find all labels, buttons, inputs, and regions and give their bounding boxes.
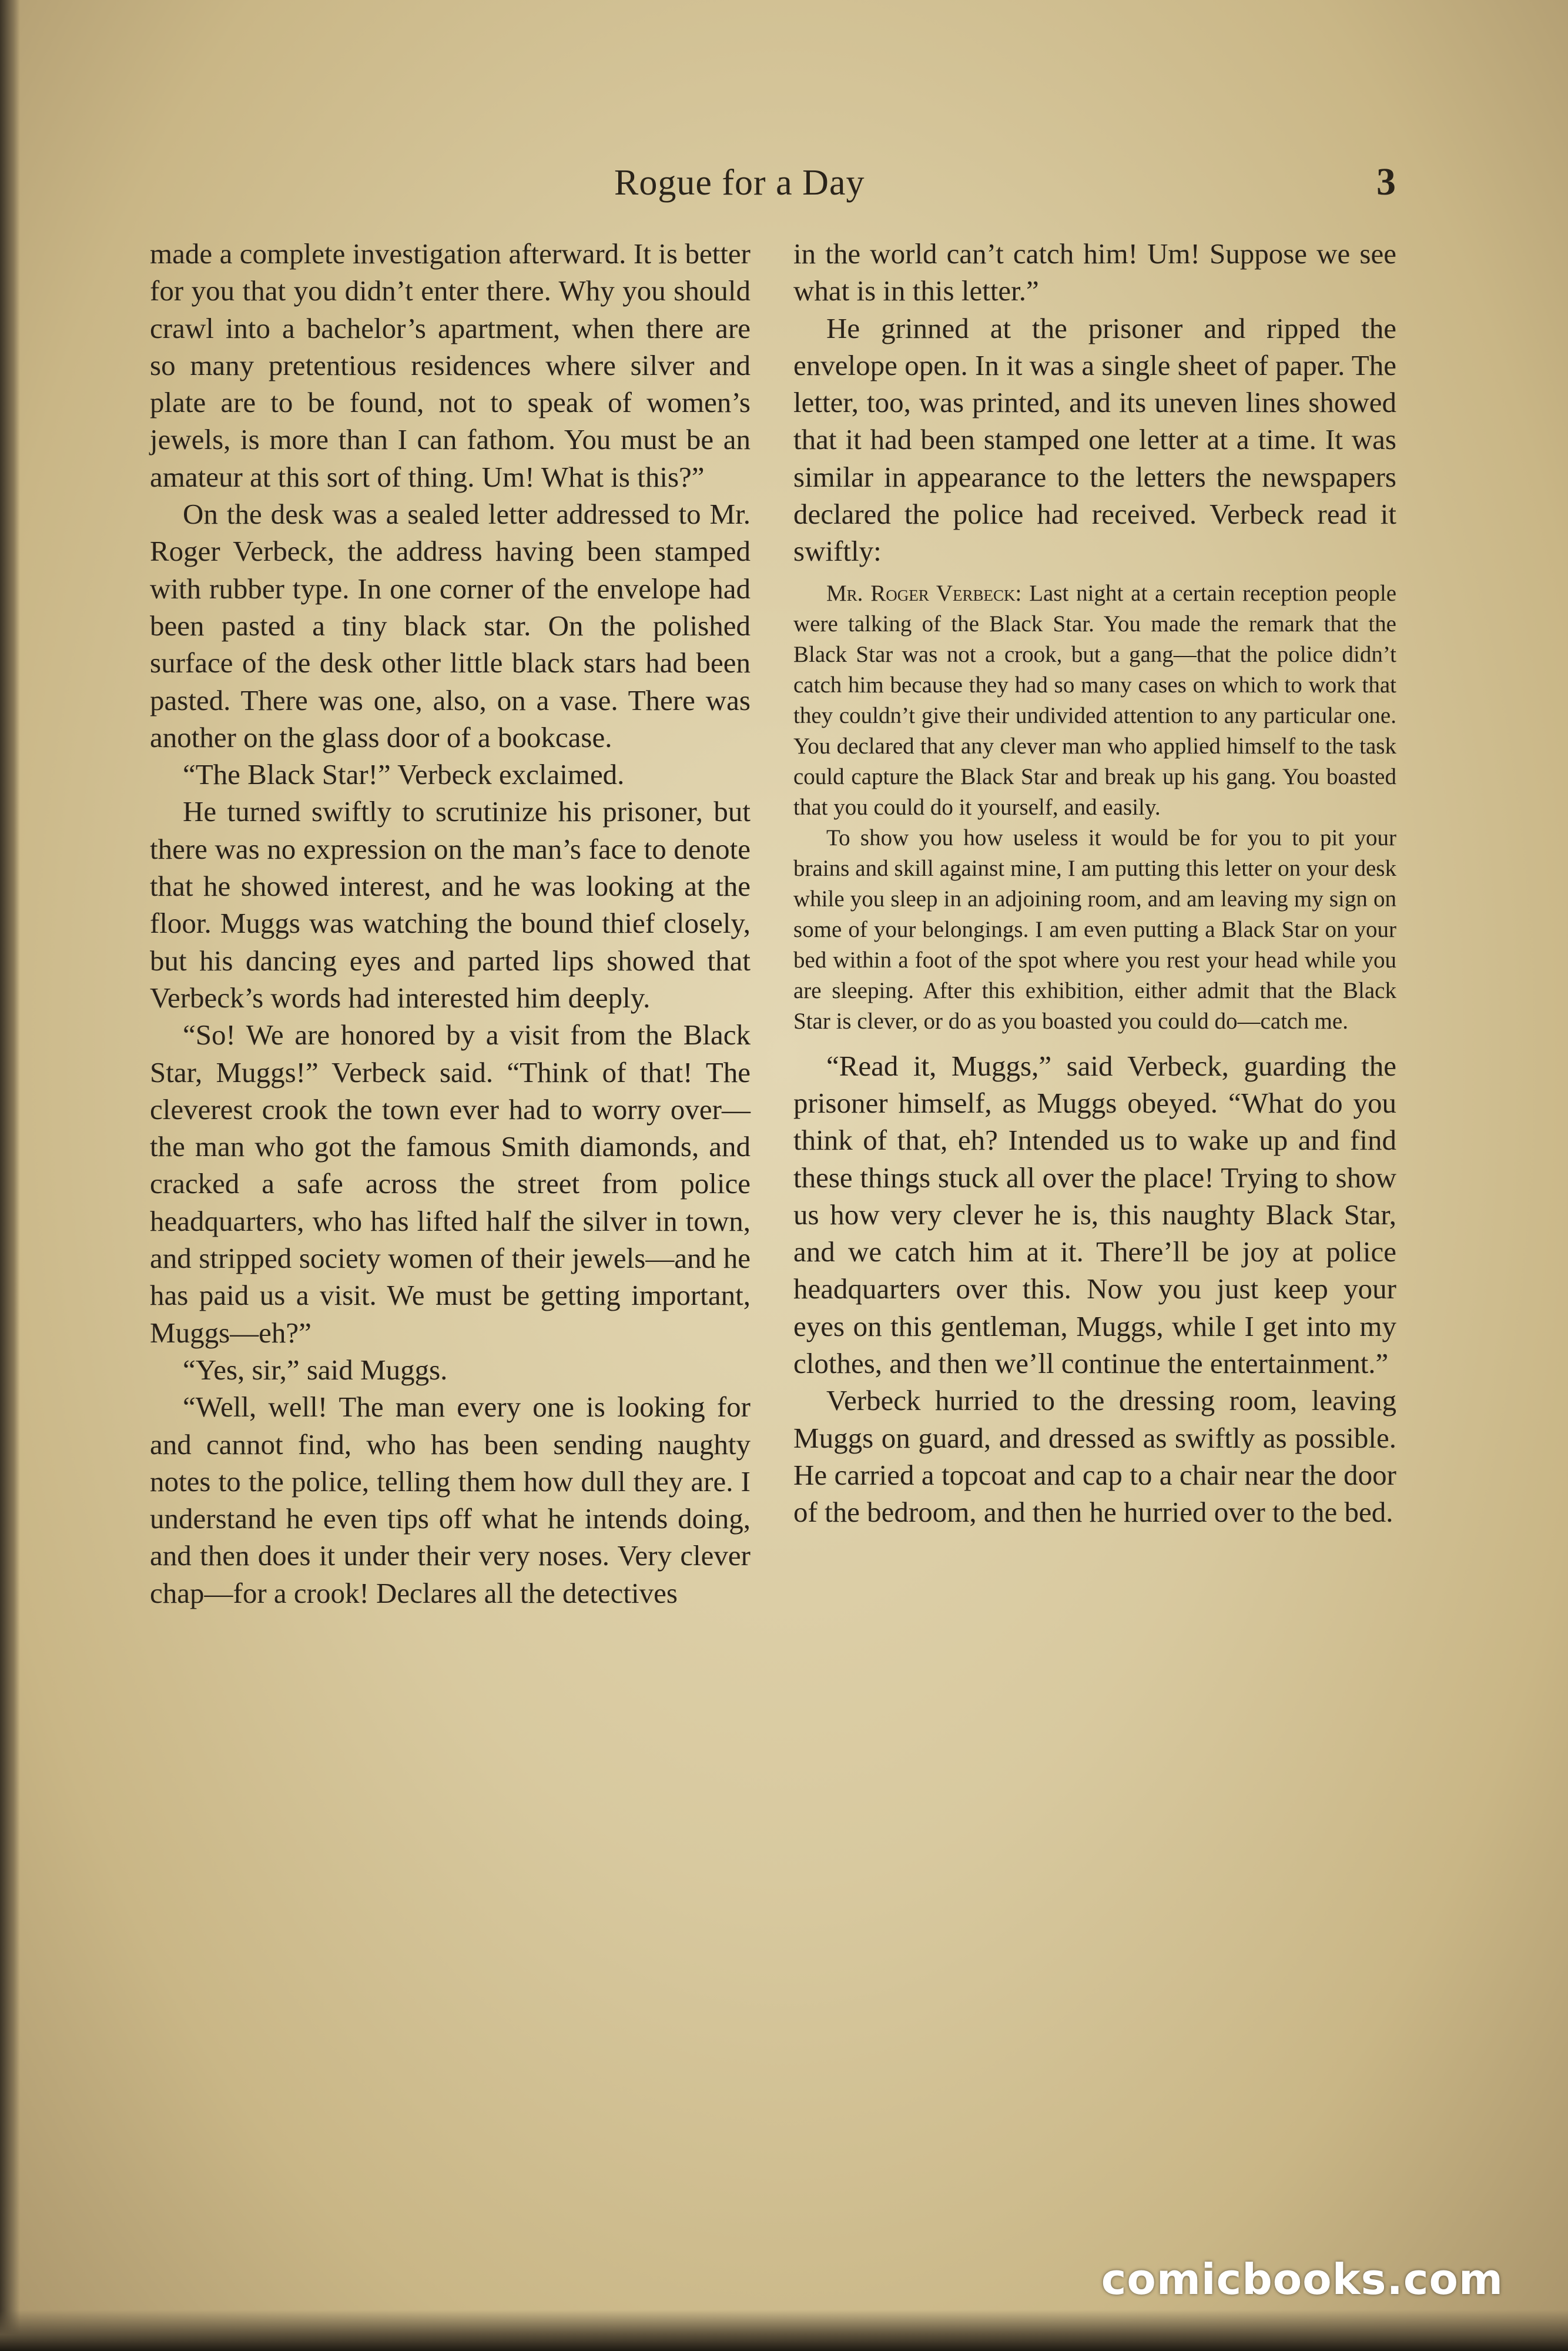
right-column (793, 235, 1396, 1531)
paragraph: He turned swiftly to scrutinize his prisoner, but there was no expression on the man’s face to denote that he showed interest, and he was looking at the floor. Muggs was watching the bound thief closely, but his dancing eyes and parted lips showed that Verbeck’s words had interested him deeply. (150, 795, 751, 1014)
running-title: Rogue for a Day (614, 163, 865, 203)
page-header (150, 158, 1396, 216)
page-number: 3 (1376, 160, 1396, 203)
letter-paragraph: To show you how useless it would be for you to pit your brains and skill against mine, I am putting this letter on your desk while you sleep in an adjoining room, and am leaving my sign on some of your belongings. I am even putting a Black Star on your bed within a foot of the spot where you rest your head while you are sleeping. After this exhibition, either admit that the Black Star is clever, or do as you boasted you could do—catch me. (793, 825, 1396, 1034)
left-column (150, 235, 751, 1612)
paragraph: He grinned at the prisoner and ripped the envelope open. In it was a single sheet of paper. The letter, too, was printed, and its uneven lines showed that it had been stamped one letter at a time. It was similar in appearance to the letters the newspapers declared the police had received. Verbeck read it swiftly: (793, 312, 1396, 568)
page-bottom-edge (0, 2310, 1568, 2351)
paragraph: “So! We are honored by a visit from the Black Star, Muggs!” Verbeck said. “Think of that! The cleverest crook the town ever had to worry over—the man who got the famous Smith diamonds, and cracked a safe across the street from police headquarters, who has lifted half the silver in town, and stripped society women of their jewels—and he has paid us a visit. We must be getting important, Muggs—eh?” (150, 1019, 751, 1349)
letter-salutation: Mr. Roger Verbeck: (826, 580, 1022, 606)
paragraph: “Yes, sir,” said Muggs. (183, 1353, 448, 1386)
site-watermark: comicbooks.com (1101, 2255, 1503, 2304)
paragraph: “Well, well! The man every one is looking for and cannot find, who has been sending naughty notes to the police, telling them how dull they are. I understand he even tips off what he intends doing, and then does it under their very noses. Very clever chap—for a crook! Declares all the detectives (150, 1391, 751, 1609)
paragraph: On the desk was a sealed letter addressed to Mr. Roger Verbeck, the address having been stamped with rubber type. In one corner of the envelope had been pasted a tiny black star. On the polished surface of the desk other little black stars had been pasted. There was one, also, on a vase. There was another on the glass door of a bookcase. (150, 498, 751, 753)
paragraph: “The Black Star!” Verbeck exclaimed. (183, 758, 625, 791)
page-binding-edge (0, 0, 20, 2351)
paragraph: “Read it, Muggs,” said Verbeck, guarding the prisoner himself, as Muggs obeyed. “What do you think of that, eh? Intended us to wake up and find these things stuck all over the place! Trying to show us how very clever he is, this naughty Black Star, and we catch him at it. There’ll be joy at police headquarters over this. Now you just keep your eyes on this gentleman, Muggs, while I get into my clothes, and then we’ll continue the entertainment.” (793, 1049, 1396, 1380)
quoted-letter (793, 578, 1396, 1037)
paragraph: in the world can’t catch him! Um! Suppose we see what is in this letter.” (793, 237, 1396, 307)
paragraph: made a complete investigation afterward. It is better for you that you didn’t enter there. Why you should crawl into a bachelor’s apartment, when there are so many pretentious residences where silver and plate are to be found, not to speak of women’s jewels, is more than I can fathom. You must be an amateur at this sort of thing. Um! What is this?” (150, 237, 751, 493)
letter-paragraph (793, 578, 1396, 823)
letter-body: Last night at a certain reception people were talking of the Black Star. You made the remark that the Black Star was not a crook, but a gang—that the police didn’t catch him because they had so many cases on which to work that they couldn’t give their undivided attention to any particular one. You declared that any clever man who applied himself to the task could capture the Black Star and break up his gang. You boasted that you could do it yourself, and easily. (793, 580, 1397, 820)
paragraph: Verbeck hurried to the dressing room, leaving Muggs on guard, and dressed as swiftly as possible. He carried a topcoat and cap to a chair near the door of the bedroom, and then he hurried over to the bed. (793, 1384, 1396, 1529)
